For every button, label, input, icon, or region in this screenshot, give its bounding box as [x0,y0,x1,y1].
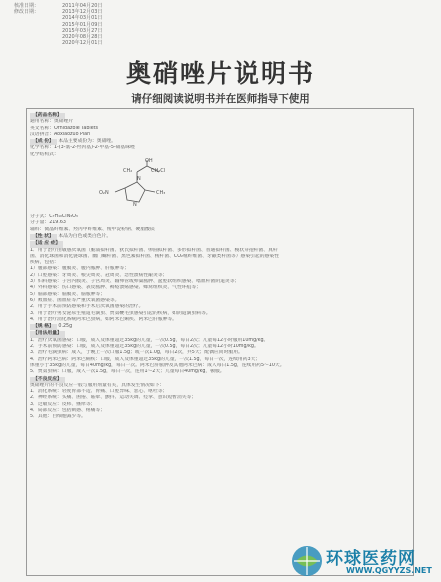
line-adverse-1: 1．消化系统：轻度胃部不适、胃痛、口腔异味、恶心、呕吐等； [30,389,168,395]
svg-text:O₂N: O₂N [99,190,109,197]
date-row [14,40,102,46]
date-value: 2015年01月09日 [62,21,103,28]
date-value: 2013年12月03日 [62,9,103,16]
line-indication-4: 4．用于治疗消化系统阿米巴虫病，如阿米巴痢疾、阿米巴肝脓肿等。 [30,316,177,322]
line-indication-1b: 菌、消化球菌和消化链球菌、幽门螺杆菌、黑色素拟杆菌、梭杆菌、CO₂噬纤维菌、牙龈类杆菌等）感染引起的感染性 [30,253,279,259]
section-drug-name: 【药品名称】 [30,113,65,119]
document-title: 奥硝唑片说明书 [125,59,315,88]
svg-text:CH₂Cl: CH₂Cl [151,168,166,175]
section-ingredients: 【成 份】 [30,139,57,145]
line-surgical: 4）外科感染：伤口感染、表皮脓肿、褥疮溃疡感染、蜂窝组织炎、气性坏疽等； [30,285,201,291]
line-main-ingredient: 本品主要成份为：奥硝唑。 [58,139,116,145]
date-value: 2020年08月28日 [62,34,103,41]
section-indications: 【适 应 症】 [30,241,63,247]
line-molecular-formula: 分子式：C₇H₁₀ClN₃O₃ [30,214,78,220]
line-adverse-2: 2．神经系统：头痛、困倦、眩晕、颤抖、运动失调、痉挛、意识短暂消失等； [30,395,197,401]
svg-text:N: N [137,176,141,183]
date-label: 核准日期： [14,3,40,9]
line-indication-2: 2．用于手术前预防感染和手术后厌氧菌感染的治疗。 [30,304,144,310]
line-oral: 2）口腔感染：牙周炎、根尖周炎、冠周炎、急性溃疡性龈炎等； [30,272,168,278]
date-value: 2015年03月27日 [62,27,103,34]
line-dosage-2: 2．手术前预防感染：口服，成人及体重超过35kg的儿童，一次0.5g，每日2次；儿童每12小时10mg/kg。 [30,344,259,350]
svg-text:OH: OH [145,158,153,165]
document-subtitle: 请仔细阅读说明书并在医师指导下使用 [131,93,310,105]
line-appearance: 本品为白色或类白色片。 [58,233,112,239]
section-specification: 【规 格】 [30,324,57,330]
leaflet-content [30,112,410,421]
line-brain: 5）脑部感染：脑膜炎、脑脓肿等； [30,291,106,297]
line-indication-1c: 疾病，包括： [30,260,59,266]
line-dosage-4b: 体重小于35kg的儿童，每日40mg/kg，每日一次。阿米巴肝脓肿及其他阿米巴病：成人每日1.5g，连续用药5～10天。 [30,362,285,368]
line-pinyin: 汉语拼音：Aoxiaozuo Pian [30,131,91,137]
line-dosage-1: 1．治疗厌氧菌感染：口服，成人及体重超过35kg的儿童，一次0.5g，每日2次；儿童每12小时服用10mg/kg。 [30,337,269,343]
line-adverse-intro: 奥硝唑片的不良反应一般与服用剂量有关，具体发生情况如下： [30,382,165,388]
svg-text:N: N [133,202,137,209]
section-properties: 【性 状】 [30,234,57,240]
svg-text:CH₂: CH₂ [123,168,133,175]
date-label: 修改日期： [14,9,40,16]
date-value: 2014年03月01日 [62,15,103,22]
watermark-url: WWW.QGYYZS.NET [346,566,432,575]
line-adverse-5: 5．其他：白细胞减少等。 [30,414,86,420]
svg-text:CH₃: CH₃ [156,190,166,197]
line-sepsis: 6）败血症、菌血症等严重厌氧菌感染等。 [30,297,120,303]
line-adverse-4: 4．局部反应：包括刺感、疼痛等； [30,407,106,413]
date-value: 2011年04月20日 [62,3,103,9]
section-adverse: 【不良反应】 [30,377,65,383]
line-abdominal: 1）腹部感染：腹膜炎、腹内脓肿、肝脓肿等； [30,266,129,272]
line-strength: 0.25g [58,324,73,330]
line-chemical-name: 化学名称：1-(3-氯-2-羟丙基)-2-甲基-5-硝基咪唑 [30,145,135,151]
line-generic-name: 通用名称：奥硝唑片 [30,119,74,125]
watermark-name: 环球医药网 [326,549,416,569]
line-molecular-weight: 分子量：219.63 [30,220,66,226]
date-value: 2020年12月01日 [62,40,103,47]
chemical-structure [85,158,195,214]
line-dosage-4: 4．治疗阿米巴病：阿米巴痢疾：口服，成人及体重超过35kg的儿童，一次1.5g，每日一次，连续用药3天； [30,356,261,362]
line-structure-label: 化学结构式： [30,151,59,157]
line-dosage-3: 3．治疗毛滴虫病：成人，于晚上一次口服1.5g；或一次1.0g，每日2次，共5天；配偶应同时服用。 [30,350,243,356]
line-gynecologic: 3）妇科感染：子宫内膜炎、子宫周炎、输卵管或卵巢脓肿、盆腔软组织感染、嗜血杆菌阴道炎等； [30,279,240,285]
imidazole-ring [125,182,145,202]
line-indication-1: 1．用于治疗由敏感厌氧菌（脆弱拟杆菌、狄氏拟杆菌、卵圆拟杆菌、多形拟杆菌、普通拟杆菌、梭状芽孢杆菌、真杆 [30,247,278,253]
line-english-name: 英文名称：Ornidazole Tablets [30,125,99,131]
line-adverse-3: 3．过敏反应：皮疹、瘙痒等； [30,401,96,407]
line-excipients: 辅料：微晶纤维素、羟丙甲纤维素、羧甲淀粉钠、硬脂酸镁 [30,226,155,232]
line-dosage-5: 5．贾第虫病：口服，成人一次1.5g，每日一次，连用1～2天；儿童每日40mg/kg，顿服。 [30,369,225,375]
site-watermark [290,542,438,580]
section-dosage: 【用法用量】 [30,331,65,337]
globe-logo-icon [290,544,324,578]
approval-dates [14,3,102,46]
line-indication-3: 3．用于治疗男女泌尿生殖道毛滴虫、贾第鞭毛虫感染引起的疾病，如阴道滴虫病等。 [30,310,211,316]
